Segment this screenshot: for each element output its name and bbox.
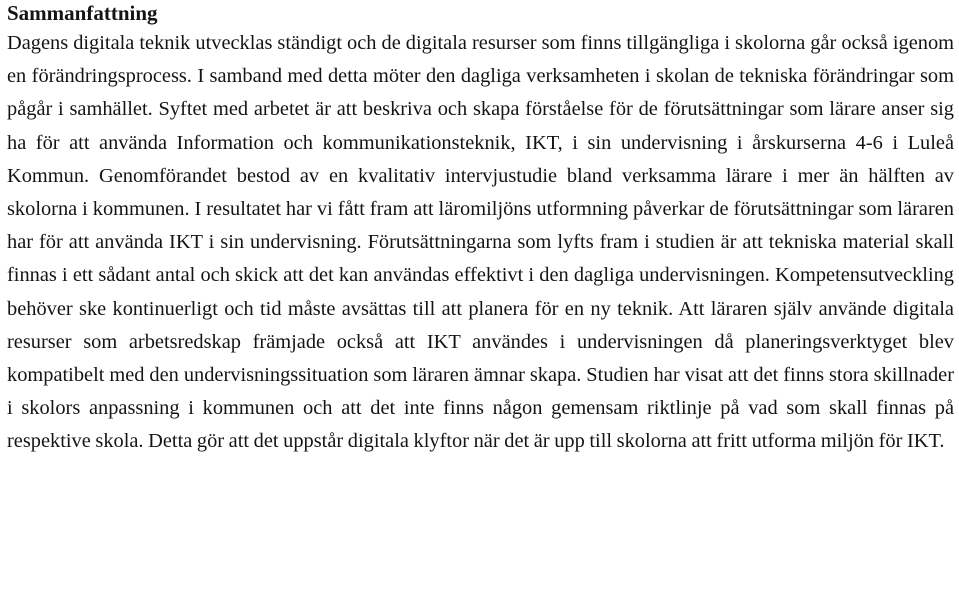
abstract-paragraph: Dagens digitala teknik utvecklas ständigt och de digitala resurser som finns tillgängliga i skolorna går också igenom en förändringsprocess. I samband med detta möter den dagliga verksamheten i skolan de tekniska förändringar som pågår i samhället. Syftet med arbetet är att beskriva och skapa förståelse för de förutsättningar som lärare anser sig ha för att använda Information och kommunikationsteknik, IKT, i sin undervisning i årskurserna 4-6 i Luleå Kommun. Genomförandet bestod av en kvalitativ intervjustudie bland verksamma lärare i mer än hälften av skolorna i kommunen. I resultatet har vi fått fram att läromiljöns utformning påverkar de förutsättningar som läraren har för att använda IKT i sin undervisning. Förutsättningarna som lyfts fram i studien är att tekniska material skall finnas i ett sådant antal och skick att det kan användas effektivt i den dagliga undervisningen. Kompetensutveckling behöver ske kontinuerligt och tid måste avsättas till att planera för en ny teknik. Att läraren själv använde digitala resurser som arbetsredskap främjade också att IKT användes i undervisningen då planeringsverktyget blev kompatibelt med den undervisningssituation som läraren ämnar skapa. Studien har visat att det finns stora skillnader i skolors anpassning i kommunen och att det inte finns någon gemensam riktlinje på vad som skall finnas på respektive skola. Detta gör att det uppstår digitala klyftor när det är upp till skolorna att fritt utforma miljön för IKT. <box>7 32 954 453</box>
section-heading: Sammanfattning <box>7 1 158 25</box>
document-page <box>7 0 954 459</box>
